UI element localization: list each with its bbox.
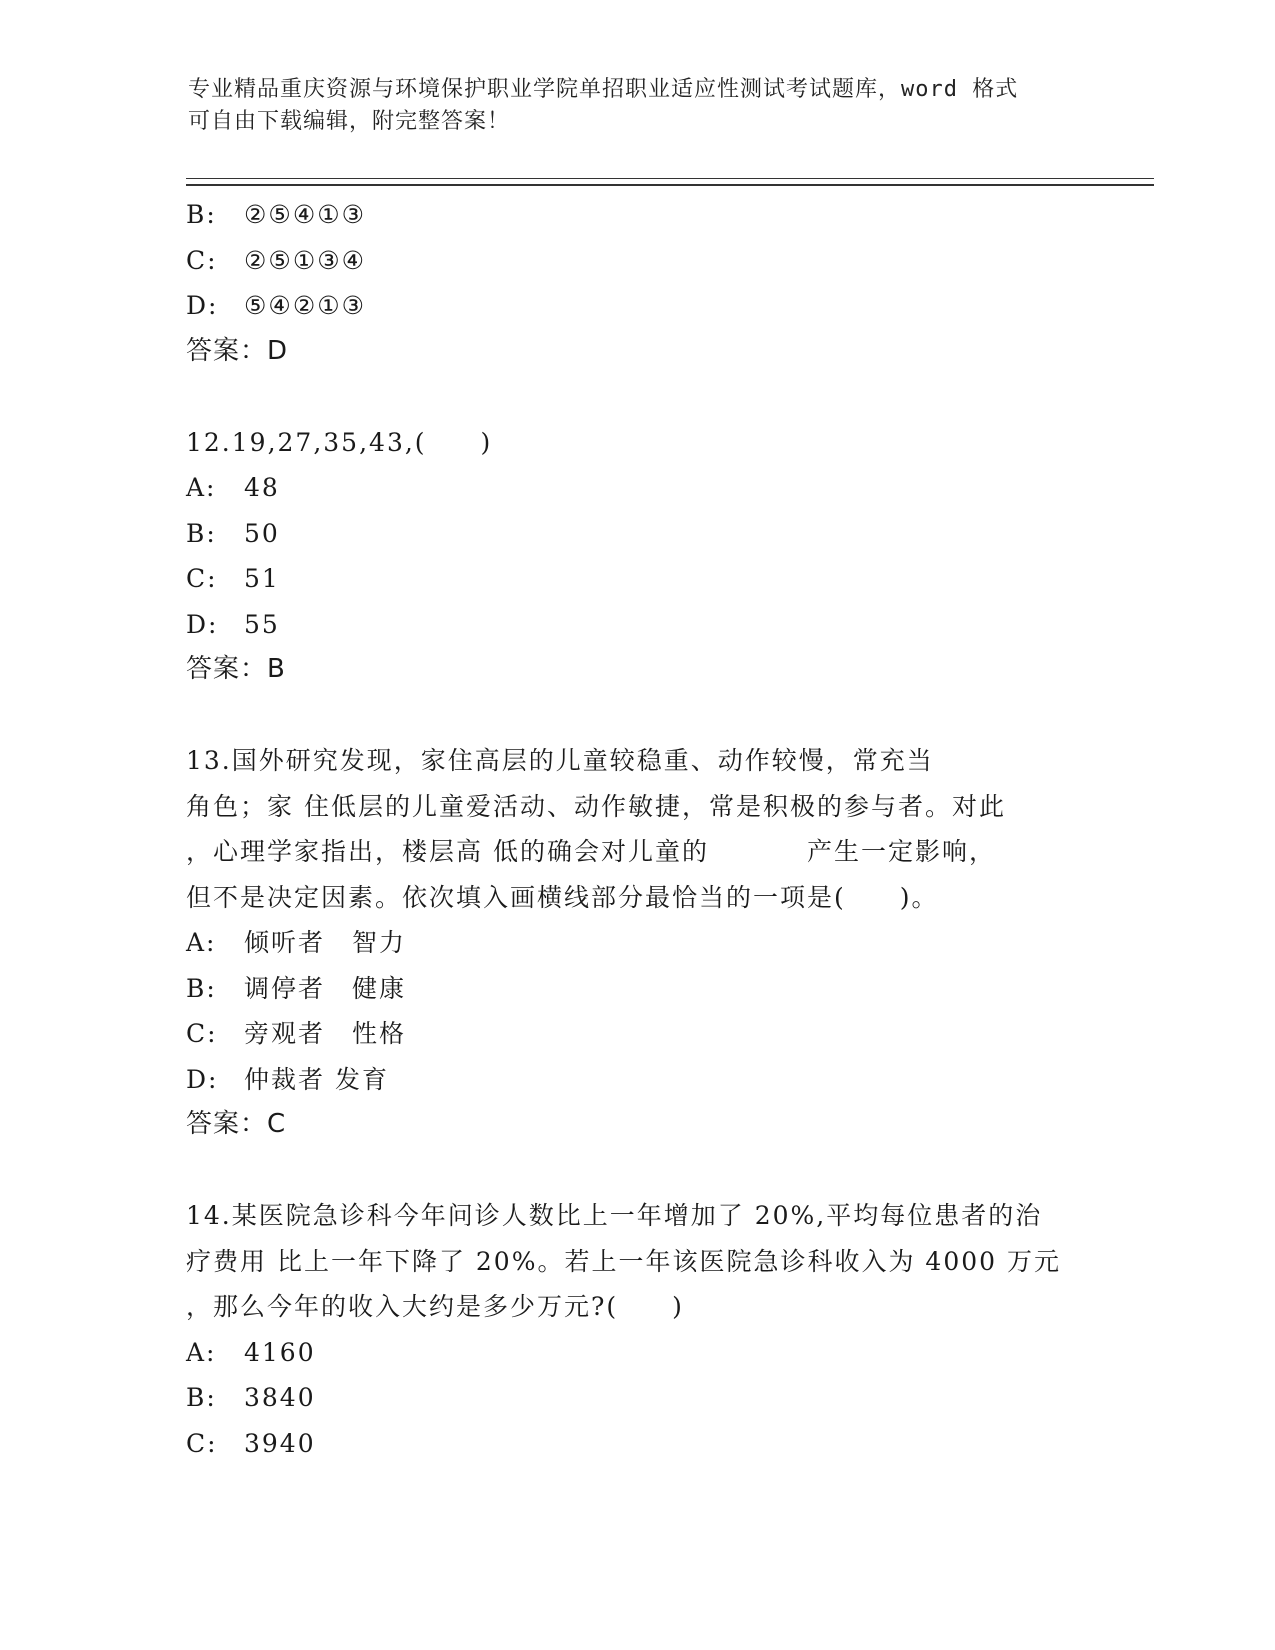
spacer (186, 374, 1086, 420)
option-text: 4160 (244, 1337, 316, 1367)
option-text: 48 (244, 473, 280, 502)
question-stem-line-1: 14.某医院急诊科今年问诊人数比上一年增加了 20%,平均每位患者的治 (186, 1201, 1043, 1230)
option-b (186, 511, 1086, 557)
option-text: 51 (244, 564, 280, 593)
option-b (186, 1375, 1086, 1421)
option-letter: C: (186, 1019, 218, 1048)
question-stem: 12.19,27,35,43,( ) (186, 427, 493, 457)
option-letter: C: (186, 245, 218, 275)
option-b (186, 192, 1086, 238)
option-text: ⑤④②①③ (244, 291, 367, 320)
option-b (186, 966, 1086, 1012)
option-d (186, 1057, 1086, 1103)
spacer (186, 1148, 1086, 1194)
option-letter: D: (186, 291, 219, 320)
option-letter: B: (186, 518, 217, 548)
option-c (186, 556, 1086, 602)
question-stem-line-3 (186, 829, 1086, 875)
header-divider (186, 178, 1154, 186)
option-text: 倾听者 智力 (244, 928, 407, 957)
page-header (188, 74, 1088, 138)
option-text: 仲裁者 发育 (244, 1064, 389, 1094)
option-d (186, 283, 1086, 329)
option-letter: B: (186, 200, 217, 229)
option-d (186, 602, 1086, 648)
option-letter: A: (186, 1337, 217, 1367)
option-letter: B: (186, 973, 217, 1003)
stem-text-after-blank: 产生一定影响， (806, 837, 996, 866)
header-line-1: 专业精品重庆资源与环境保护职业学院单招职业适应性测试考试题库，word 格式 (188, 77, 1019, 102)
option-text: 3940 (244, 1428, 316, 1458)
option-letter: C: (186, 1428, 218, 1458)
option-text: 50 (244, 518, 280, 548)
answer: 答案：D (186, 335, 289, 366)
option-letter: C: (186, 564, 218, 593)
option-text: ②⑤④①③ (244, 200, 367, 229)
question-11 (186, 192, 1086, 374)
question-list (186, 192, 1086, 1466)
question-12 (186, 420, 1086, 693)
question-stem-line-2: 角色；家 住低层的儿童爱活动、动作敏捷，常是积极的参与者。对此 (186, 791, 1006, 821)
option-letter: D: (186, 609, 219, 639)
question-stem-line-1: 13.国外研究发现，家住高层的儿童较稳重、动作较慢，常充当 (186, 746, 934, 775)
option-letter: A: (186, 473, 217, 502)
question-stem-line-3: ，那么今年的收入大约是多少万元?( ) (186, 1292, 684, 1321)
option-a (186, 920, 1086, 966)
question-13 (186, 738, 1086, 1148)
answer: 答案：C (186, 1109, 287, 1139)
question-stem-line-4: 但不是决定因素。依次填入画横线部分最恰当的一项是( )。 (186, 882, 939, 912)
option-c (186, 238, 1086, 284)
option-text: 旁观者 性格 (244, 1019, 407, 1048)
option-text: 调停者 健康 (244, 973, 407, 1003)
option-text: ②⑤①③④ (244, 245, 367, 275)
question-14 (186, 1193, 1086, 1466)
option-c (186, 1421, 1086, 1467)
stem-text-before-blank: ，心理学家指出，楼层高 低的确会对儿童的 (186, 837, 709, 866)
header-line-2: 可自由下载编辑，附完整答案！ (188, 109, 511, 134)
option-letter: D: (186, 1064, 219, 1094)
option-c (186, 1011, 1086, 1057)
option-letter: B: (186, 1383, 217, 1412)
option-text: 3840 (244, 1383, 316, 1412)
option-letter: A: (186, 928, 217, 957)
option-text: 55 (244, 609, 280, 639)
option-a (186, 1330, 1086, 1376)
answer: 答案：B (186, 654, 286, 684)
option-a (186, 465, 1086, 511)
spacer (186, 693, 1086, 739)
question-stem-line-2: 疗费用 比上一年下降了 20%。若上一年该医院急诊科收入为 4000 万元 (186, 1246, 1061, 1276)
